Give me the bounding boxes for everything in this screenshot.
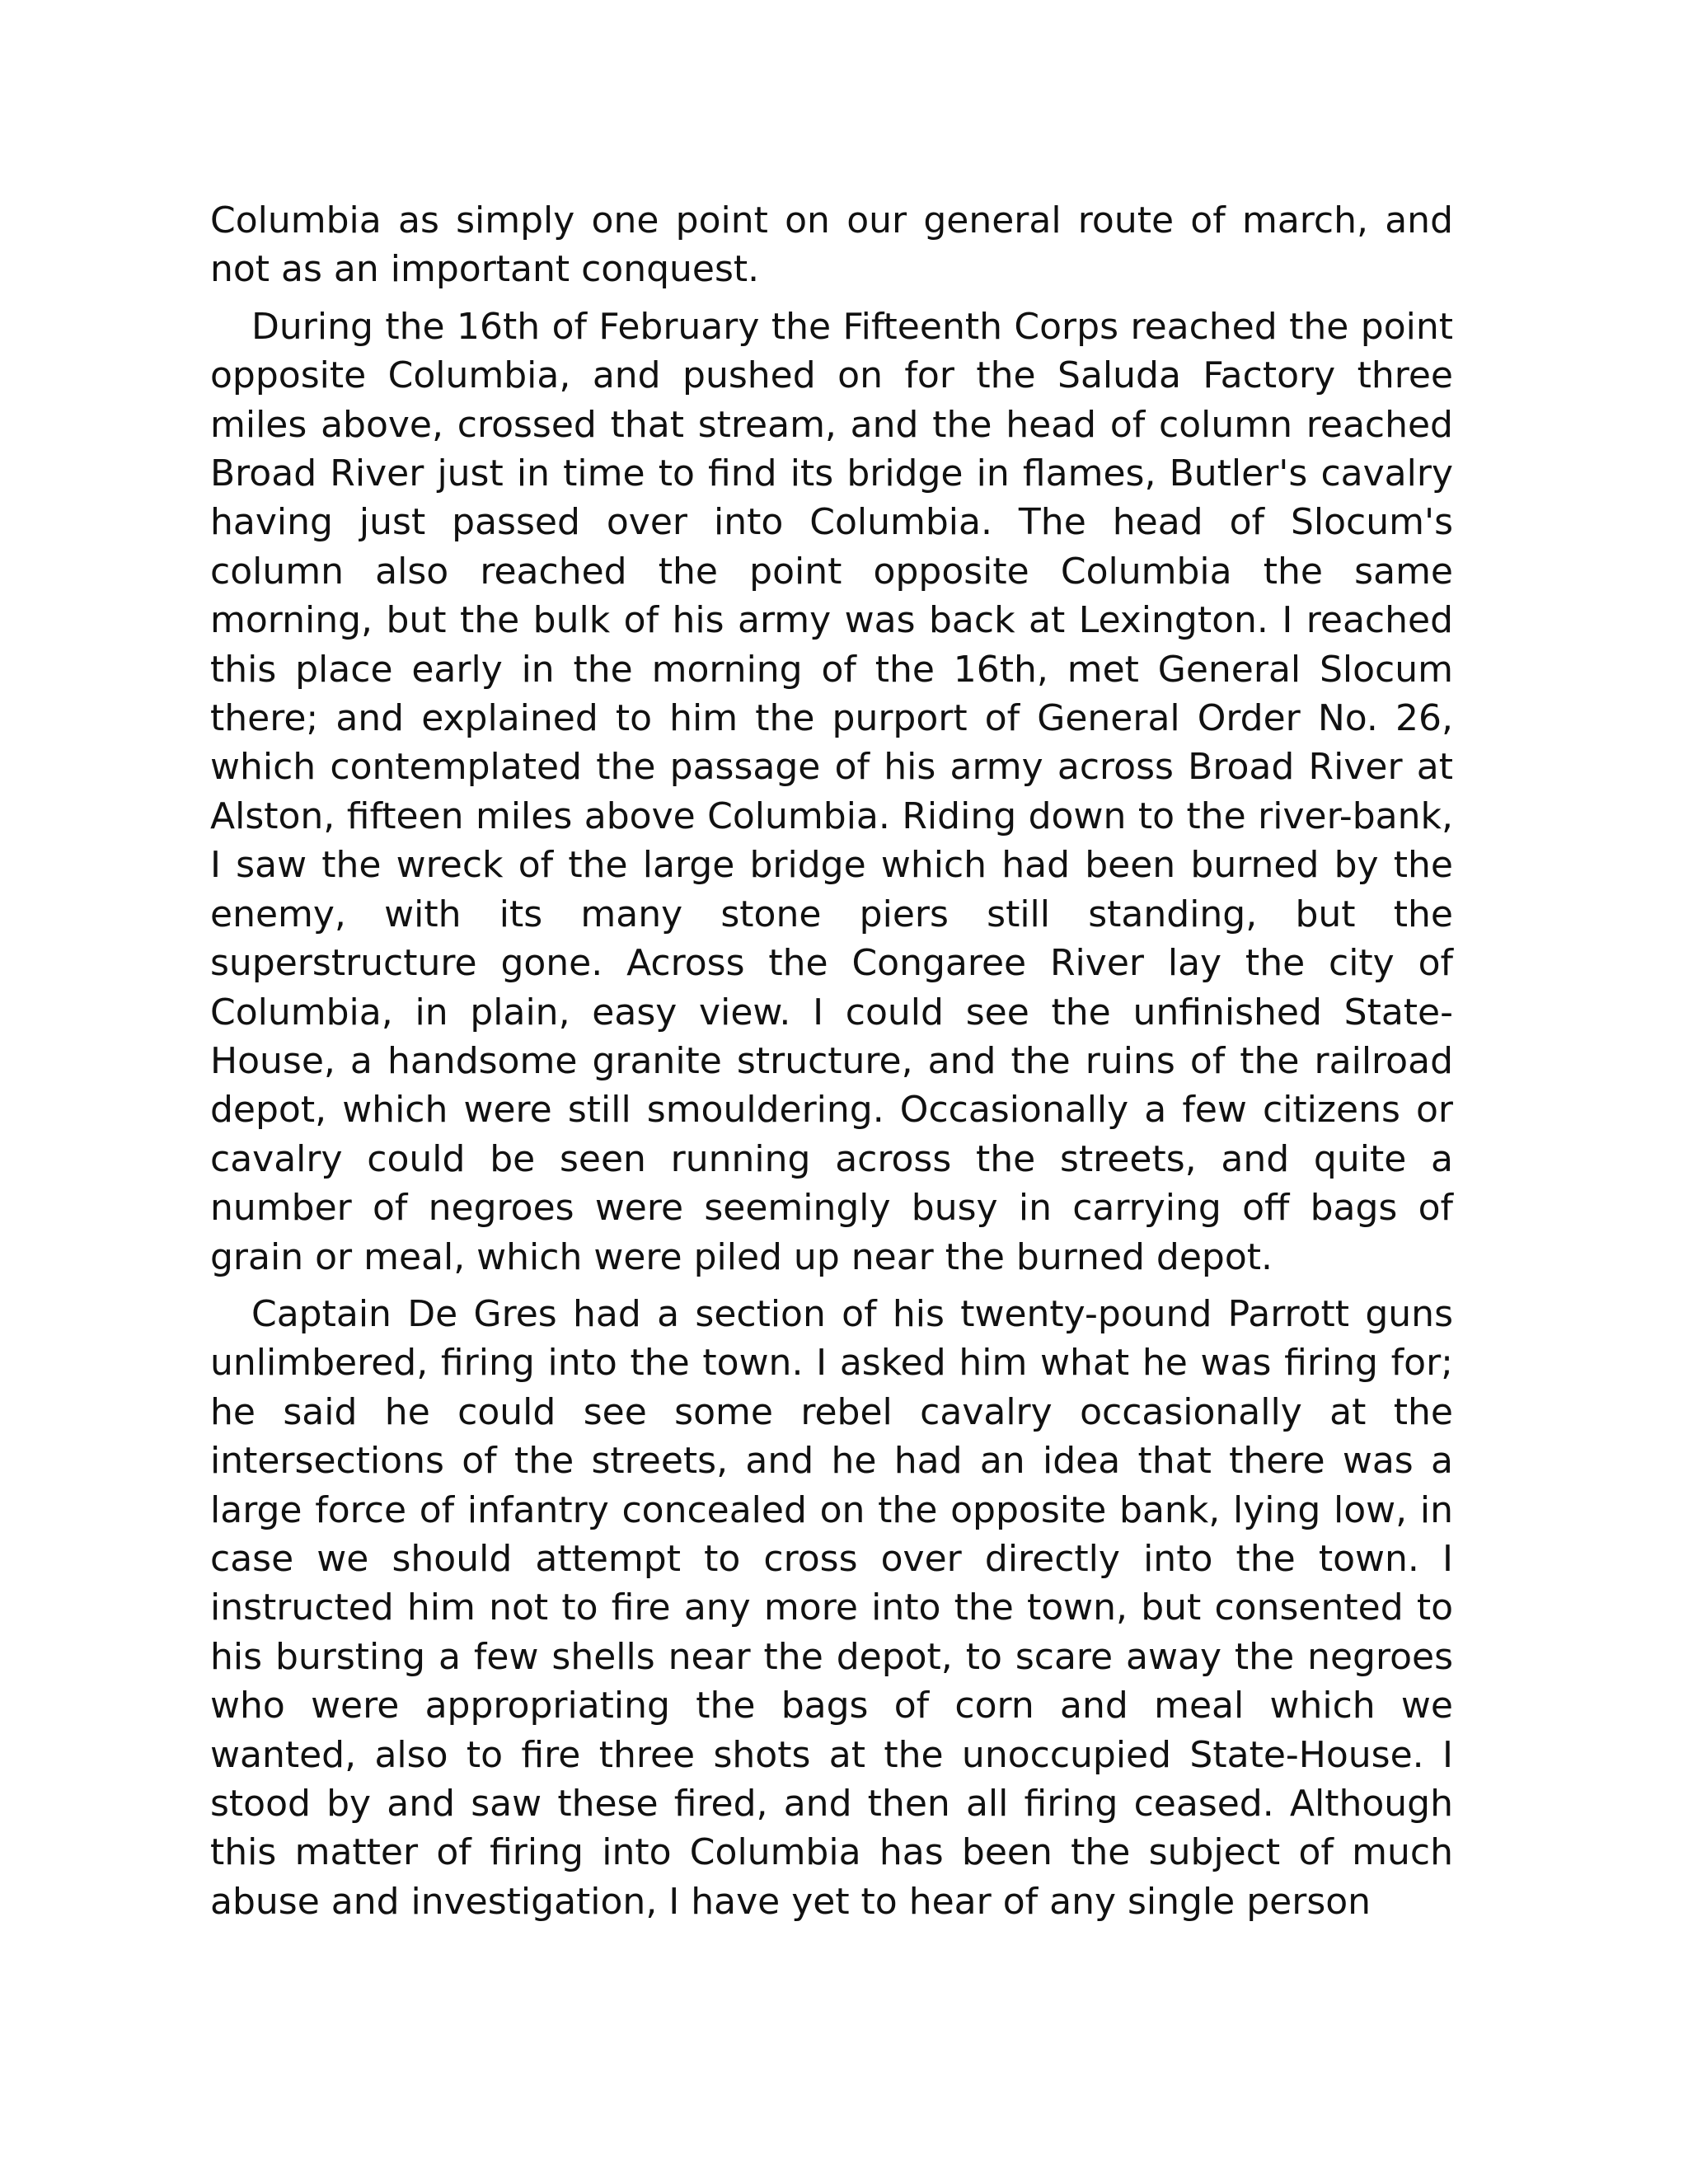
paragraph-fifteenth-corps: During the 16th of February the Fifteenth Corps reached the point opposite Columbia, and pushed on for the Saluda Factory three miles above, crossed that stream, and the head of column reached Broad River just in time to find its bridge in flames, Butler's cavalry having just passed over into Columbia. The head of Slocum's column also reached the point opposite Columbia the same morning, but the bulk of his army was back at Lexington. I reached this place early in the morning of the 16th, met General Slocum there; and explained to him the purport of General Order No. 26, which contemplated the passage of his army across Broad River at Alston, fifteen miles above Columbia. Riding down to the river-bank, I saw the wreck of the large bridge which had been burned by the enemy, with its many stone piers still standing, but the superstructure gone. Across the Congaree River lay the city of Columbia, in plain, easy view. I could see the unfinished State-House, a handsome granite structure, and the ruins of the railroad depot, which were still smouldering. Occasionally a few citizens or cavalry could be seen running across the streets, and quite a number of negroes were seemingly busy in carrying off bags of grain or meal, which were piled up near the burned depot. [210,305,1453,1278]
paragraph-continuation: Columbia as simply one point on our general route of march, and not as an important conquest. [210,199,1453,291]
page-text [210,196,1453,1926]
paragraph-de-gres: Captain De Gres had a section of his twenty-pound Parrott guns unlimbered, firing into the town. I asked him what he was firing for; he said he could see some rebel cavalry occasionally at the intersections of the streets, and he had an idea that there was a large force of infantry concealed on the opposite bank, lying low, in case we should attempt to cross over directly into the town. I instructed him not to fire any more into the town, but consented to his bursting a few shells near the depot, to scare away the negroes who were appropriating the bags of corn and meal which we wanted, also to fire three shots at the unoccupied State-House. I stood by and saw these fired, and then all firing ceased. Although this matter of firing into Columbia has been the subject of much abuse and investigation, I have yet to hear of any single person [210,1292,1453,1923]
